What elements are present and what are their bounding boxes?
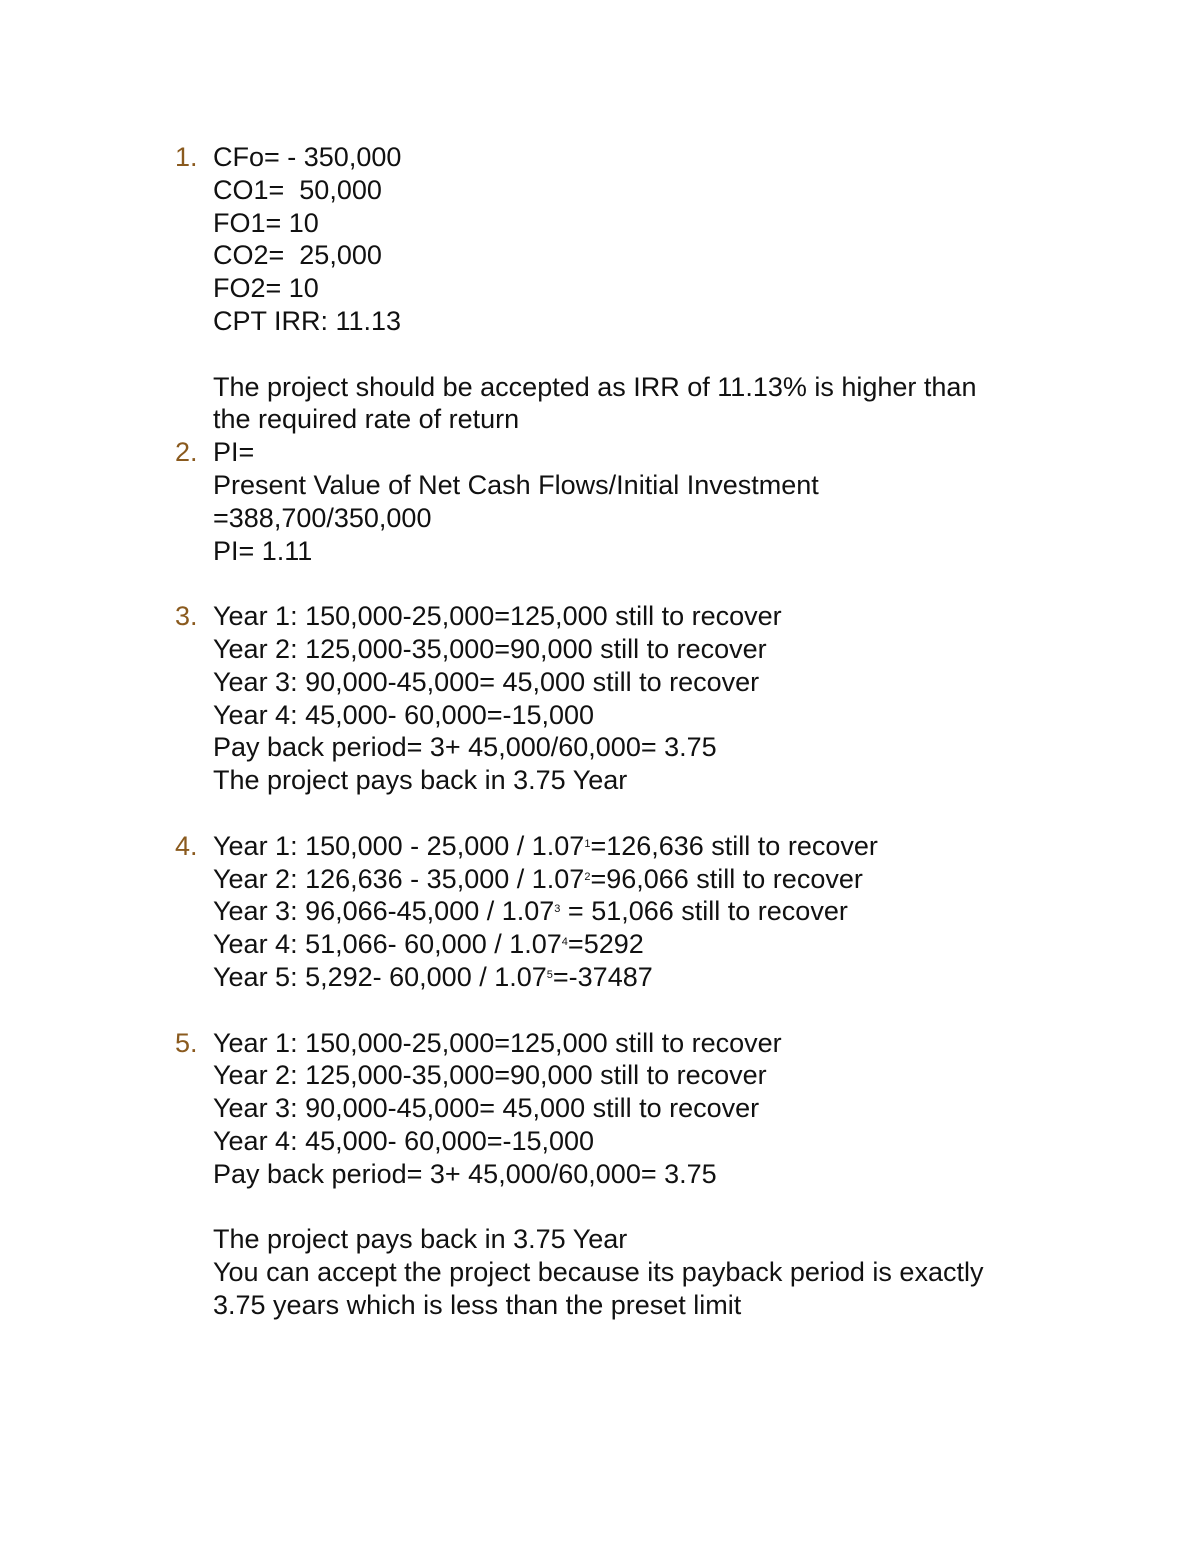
text-line: Pay back period= 3+ 45,000/60,000= 3.75 xyxy=(213,1158,717,1189)
text-line: the required rate of return xyxy=(213,404,520,435)
blank-line xyxy=(213,994,1075,1027)
blank-line xyxy=(213,338,1075,371)
text-line xyxy=(213,895,1075,928)
list-item-body xyxy=(213,830,1075,1027)
text-line: 3.75 years which is less than the preset limit xyxy=(213,1289,742,1320)
list-item-body xyxy=(213,436,1075,600)
text-line: Pay back period= 3+ 45,000/60,000= 3.75 xyxy=(213,732,717,763)
text-line: You can accept the project because its payback period is exactly xyxy=(213,1257,984,1288)
exponent: 1 xyxy=(584,837,591,850)
list-number: 1. xyxy=(175,142,198,172)
text-line: PI= xyxy=(213,437,255,468)
text-segment: =-37487 xyxy=(552,961,653,992)
text-line: Year 1: 150,000-25,000=125,000 still to recover xyxy=(213,1027,782,1058)
blank-line xyxy=(213,567,1075,600)
text-segment: =96,066 still to recover xyxy=(590,863,863,894)
text-line xyxy=(213,863,1075,896)
text-line: CO1= 50,000 xyxy=(213,174,382,205)
text-line xyxy=(213,961,1075,994)
exponent: 3 xyxy=(554,903,561,916)
list-item-3 xyxy=(175,600,1075,830)
text-line xyxy=(213,830,1075,863)
text-segment: = 51,066 still to recover xyxy=(560,896,848,927)
numbered-list xyxy=(175,141,1075,1322)
text-line: Year 1: 150,000-25,000=125,000 still to recover xyxy=(213,601,782,632)
text-line xyxy=(213,928,1075,961)
list-number: 2. xyxy=(175,437,198,468)
text-line: Year 3: 90,000-45,000= 45,000 still to recover xyxy=(213,666,760,697)
exponent: 4 xyxy=(561,936,568,949)
list-number: 5. xyxy=(175,1027,198,1058)
text-segment: Year 1: 150,000 - 25,000 / 1.07 xyxy=(213,830,585,861)
text-segment: =5292 xyxy=(567,929,644,960)
text-line: Year 2: 125,000-35,000=90,000 still to recover xyxy=(213,1060,767,1091)
text-segment: Year 2: 126,636 - 35,000 / 1.07 xyxy=(213,863,585,894)
text-line: FO1= 10 xyxy=(213,207,319,238)
blank-line xyxy=(213,797,1075,830)
list-item-5 xyxy=(175,1027,1075,1322)
text-line: The project pays back in 3.75 Year xyxy=(213,765,628,796)
text-segment: Year 5: 5,292- 60,000 / 1.07 xyxy=(213,961,547,992)
text-line: Year 4: 45,000- 60,000=-15,000 xyxy=(213,1125,595,1156)
text-line: CFo= - 350,000 xyxy=(213,142,402,172)
exponent: 5 xyxy=(546,968,553,981)
exponent: 2 xyxy=(584,870,591,883)
text-segment: Year 3: 96,066-45,000 / 1.07 xyxy=(213,896,555,927)
list-item-body xyxy=(213,141,1075,436)
text-line: Present Value of Net Cash Flows/Initial Investment xyxy=(213,469,819,500)
text-line: Year 4: 45,000- 60,000=-15,000 xyxy=(213,699,595,730)
text-line: Year 2: 125,000-35,000=90,000 still to recover xyxy=(213,633,767,664)
list-number: 3. xyxy=(175,601,198,632)
list-number: 4. xyxy=(175,830,198,861)
text-line: The project pays back in 3.75 Year xyxy=(213,1224,628,1255)
list-item-body xyxy=(213,1027,1075,1322)
text-line: FO2= 10 xyxy=(213,273,319,304)
list-item-body xyxy=(213,600,1075,830)
text-line: The project should be accepted as IRR of 11.13% is higher than xyxy=(213,371,977,402)
text-segment: =126,636 still to recover xyxy=(590,830,878,861)
list-item-4 xyxy=(175,830,1075,1027)
text-line: CPT IRR: 11.13 xyxy=(213,305,402,336)
text-line: PI= 1.11 xyxy=(213,535,313,566)
list-item-2 xyxy=(175,436,1075,600)
text-segment: Year 4: 51,066- 60,000 / 1.07 xyxy=(213,929,562,960)
list-item-1 xyxy=(175,141,1075,436)
text-line: Year 3: 90,000-45,000= 45,000 still to recover xyxy=(213,1093,760,1124)
text-line: =388,700/350,000 xyxy=(213,502,432,533)
blank-line xyxy=(213,1191,1075,1224)
text-line: CO2= 25,000 xyxy=(213,240,382,271)
